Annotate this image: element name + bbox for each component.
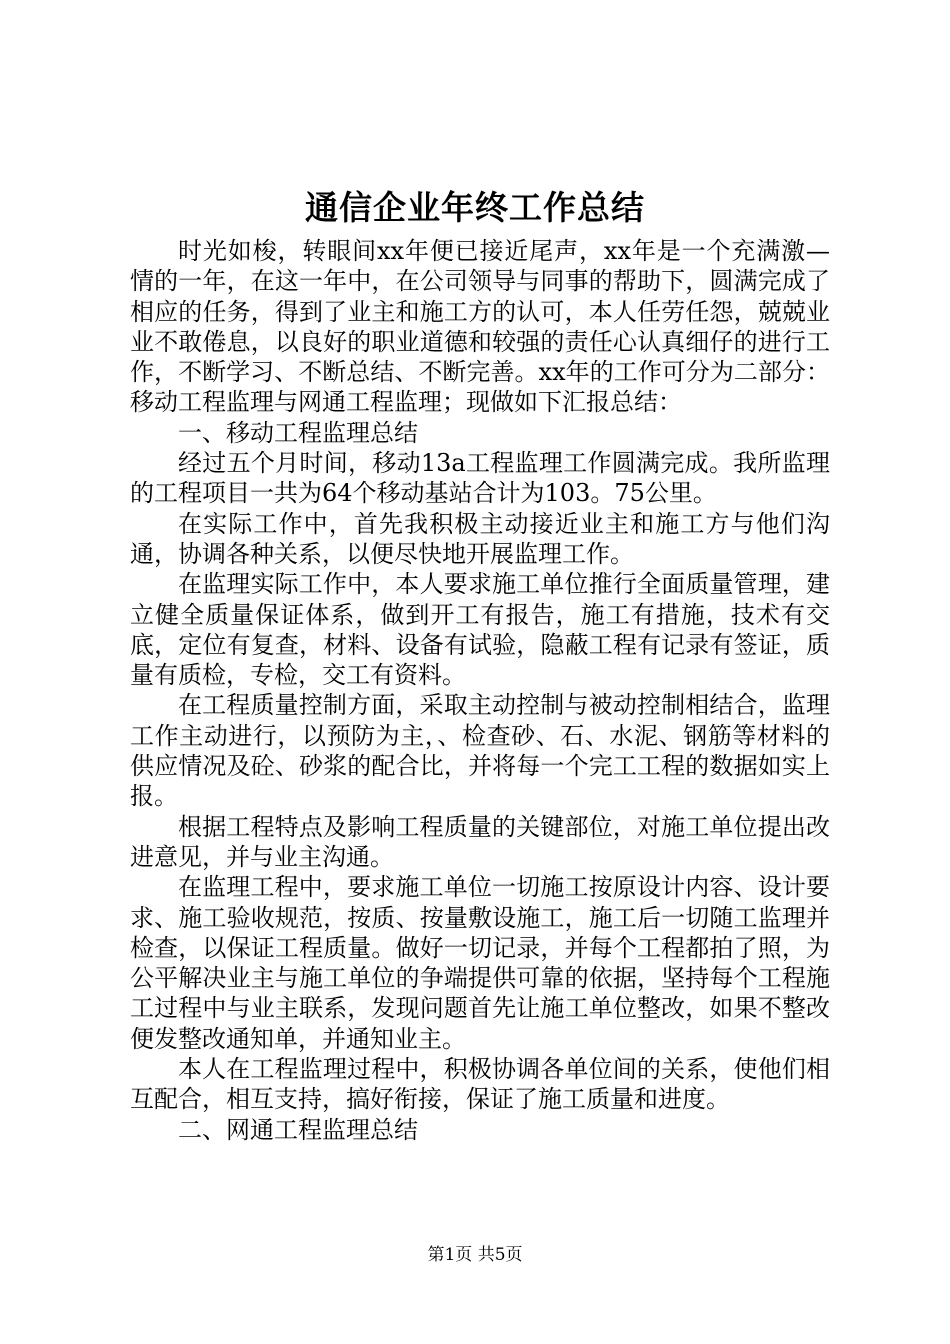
page-footer: 第1页 共5页 [427, 1245, 523, 1265]
section-heading-mobile: 一、移动工程监理总结 [178, 418, 418, 447]
paragraph-communication: 在实际工作中，首先我积极主动接近业主和施工方与他们沟通，协调各种关系，以便尽快地开展监理工作。 [130, 509, 830, 568]
paragraph-key-parts: 根据工程特点及影响工程质量的关键部位，对施工单位提出改进意见，并与业主沟通。 [130, 812, 830, 871]
paragraph-coordination: 本人在工程监理过程中，积极协调各单位间的关系，使他们相互配合，相互支持，搞好衔接，保证了施工质量和进度。 [130, 1055, 830, 1114]
document-title: 通信企业年终工作总结 [305, 188, 645, 227]
paragraph-intro: 时光如梭，转眼间xx年便已接近尾声，xx年是一个充满激—情的一年，在这一年中，在公司领导与同事的帮助下，圆满完成了相应的任务，得到了业主和施工方的认可，本人任劳任怨，兢兢业业不敢倦息，以良好的职业道德和较强的责任心认真细仔的进行工作，不断学习、不断总结、不断完善。xx年的工作可分为二部分：移动工程监理与网通工程监理；现做如下汇报总结： [130, 237, 830, 417]
section-heading-netcom: 二、网通工程监理总结 [178, 1115, 418, 1144]
paragraph-supervision-process: 在监理工程中，要求施工单位一切施工按原设计内容、设计要求、施工验收规范，按质、按量敷设施工，施工后一切随工监理并检查，以保证工程质量。做好一切记录，并每个工程都拍了照，为公平解决业主与施工单位的争端提供可靠的依据，坚持每个工程施工过程中与业主联系，发现问题首先让施工单位整改，如果不整改便发整改通知单，并通知业主。 [130, 873, 830, 1053]
paragraph-mobile-completion: 经过五个月时间，移动13a工程监理工作圆满完成。我所监理的工程项目一共为64个移动基站合计为103。75公里。 [130, 449, 830, 508]
document-body [130, 236, 830, 1145]
paragraph-quality-control: 在工程质量控制方面，采取主动控制与被动控制相结合，监理工作主动进行，以预防为主，、检查砂、石、水泥、钢筋等材料的供应情况及砼、砂浆的配合比，并将每一个完工工程的数据如实上报。 [130, 691, 830, 811]
paragraph-quality-management: 在监理实际工作中，本人要求施工单位推行全面质量管理，建立健全质量保证体系，做到开工有报告，施工有措施，技术有交底，定位有复查，材料、设备有试验，隐蔽工程有记录有签证，质量有质检，专检，交工有资料。 [130, 570, 830, 690]
